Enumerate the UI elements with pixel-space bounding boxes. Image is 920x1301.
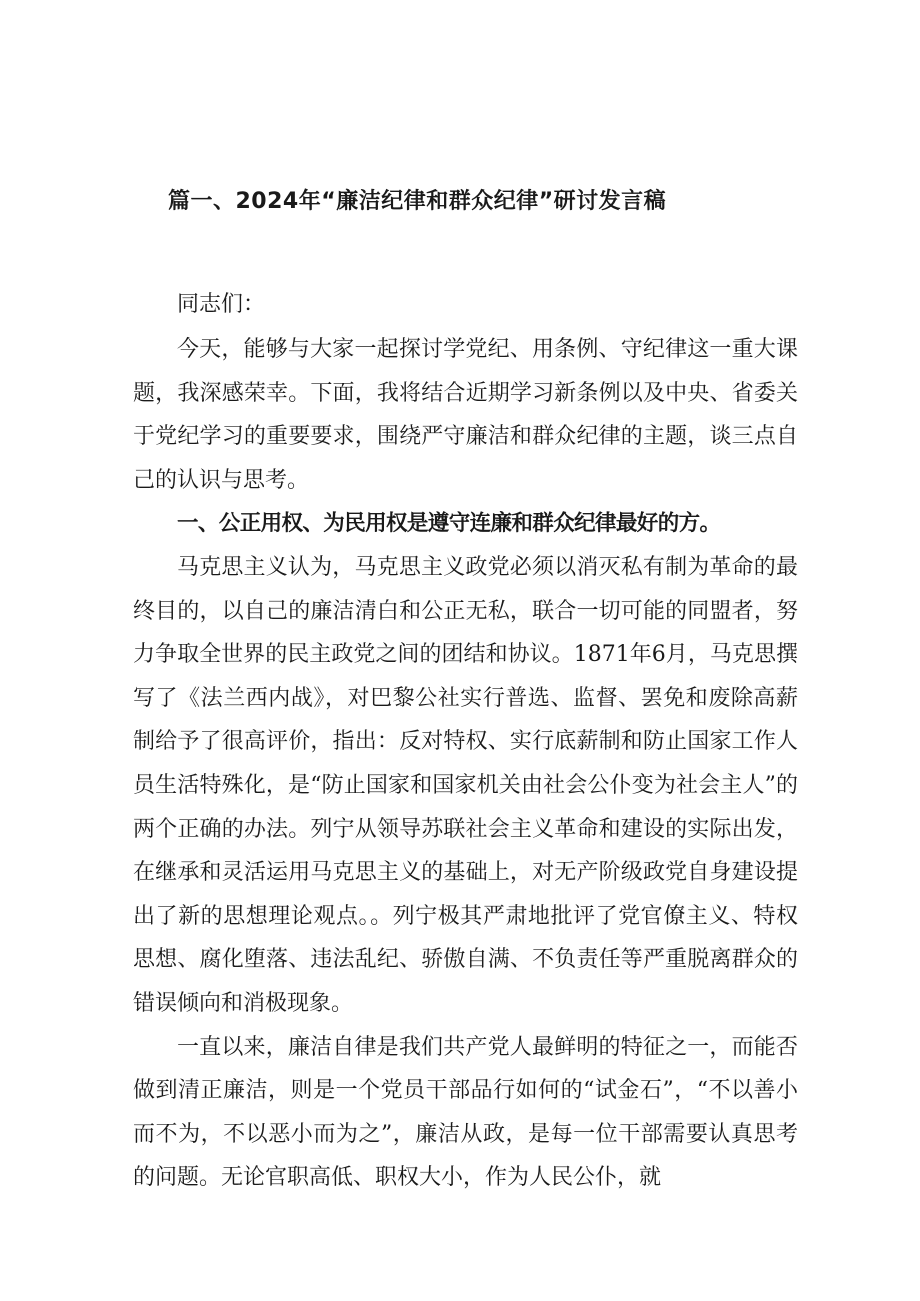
- salutation: 同志们：: [177, 292, 266, 317]
- section-heading-1: 一、公正用权、为民用权是遵守连廉和群众纪律最好的方。: [177, 511, 721, 537]
- document-body: [133, 328, 798, 1200]
- body-paragraph-1: 马克思主义认为，马克思主义政党必须以消灭私有制为革命的最终目的，以自己的廉洁清白和公正无私，联合一切可能的同盟者，努力争取全世界的民主政党之间的团结和协议。1871年6月，马克思撰写了《法兰西内战》，对巴黎公社实行普选、监督、罢免和废除高薪制给予了很高评价，指出：反对特权、实行底薪制和防止国家工作人员生活特殊化，是“防止国家和国家机关由社会公仆变为社会主人”的两个正确的办法。列宁从领导苏联社会主义革命和建设的实际出发，在继承和灵活运用马克思主义的基础上，对无产阶级政党自身建设提出了新的思想理论观点。。列宁极其严肃地批评了党官僚主义、特权思想、腐化堕落、违法乱纪、骄傲自满、不负责任等严重脱离群众的错误倾向和消极现象。: [133, 554, 798, 1016]
- document-title: 篇一、2024年“廉洁纪律和群众纪律”研讨发言稿: [168, 189, 667, 214]
- intro-paragraph: 今天，能够与大家一起探讨学党纪、用条例、守纪律这一重大课题，我深感荣幸。下面，我将结合近期学习新条例以及中央、省委关于党纪学习的重要要求，围绕严守廉洁和群众纪律的主题，谈三点自己的认识与思考。: [133, 337, 798, 493]
- body-paragraph-2: 一直以来，廉洁自律是我们共产党人最鲜明的特征之一，而能否做到清正廉洁，则是一个党员干部品行如何的“试金石”，“不以善小而不为，不以恶小而为之”，廉洁从政，是每一位干部需要认真思考的问题。无论官职高低、职权大小，作为人民公仆，就: [133, 1034, 798, 1191]
